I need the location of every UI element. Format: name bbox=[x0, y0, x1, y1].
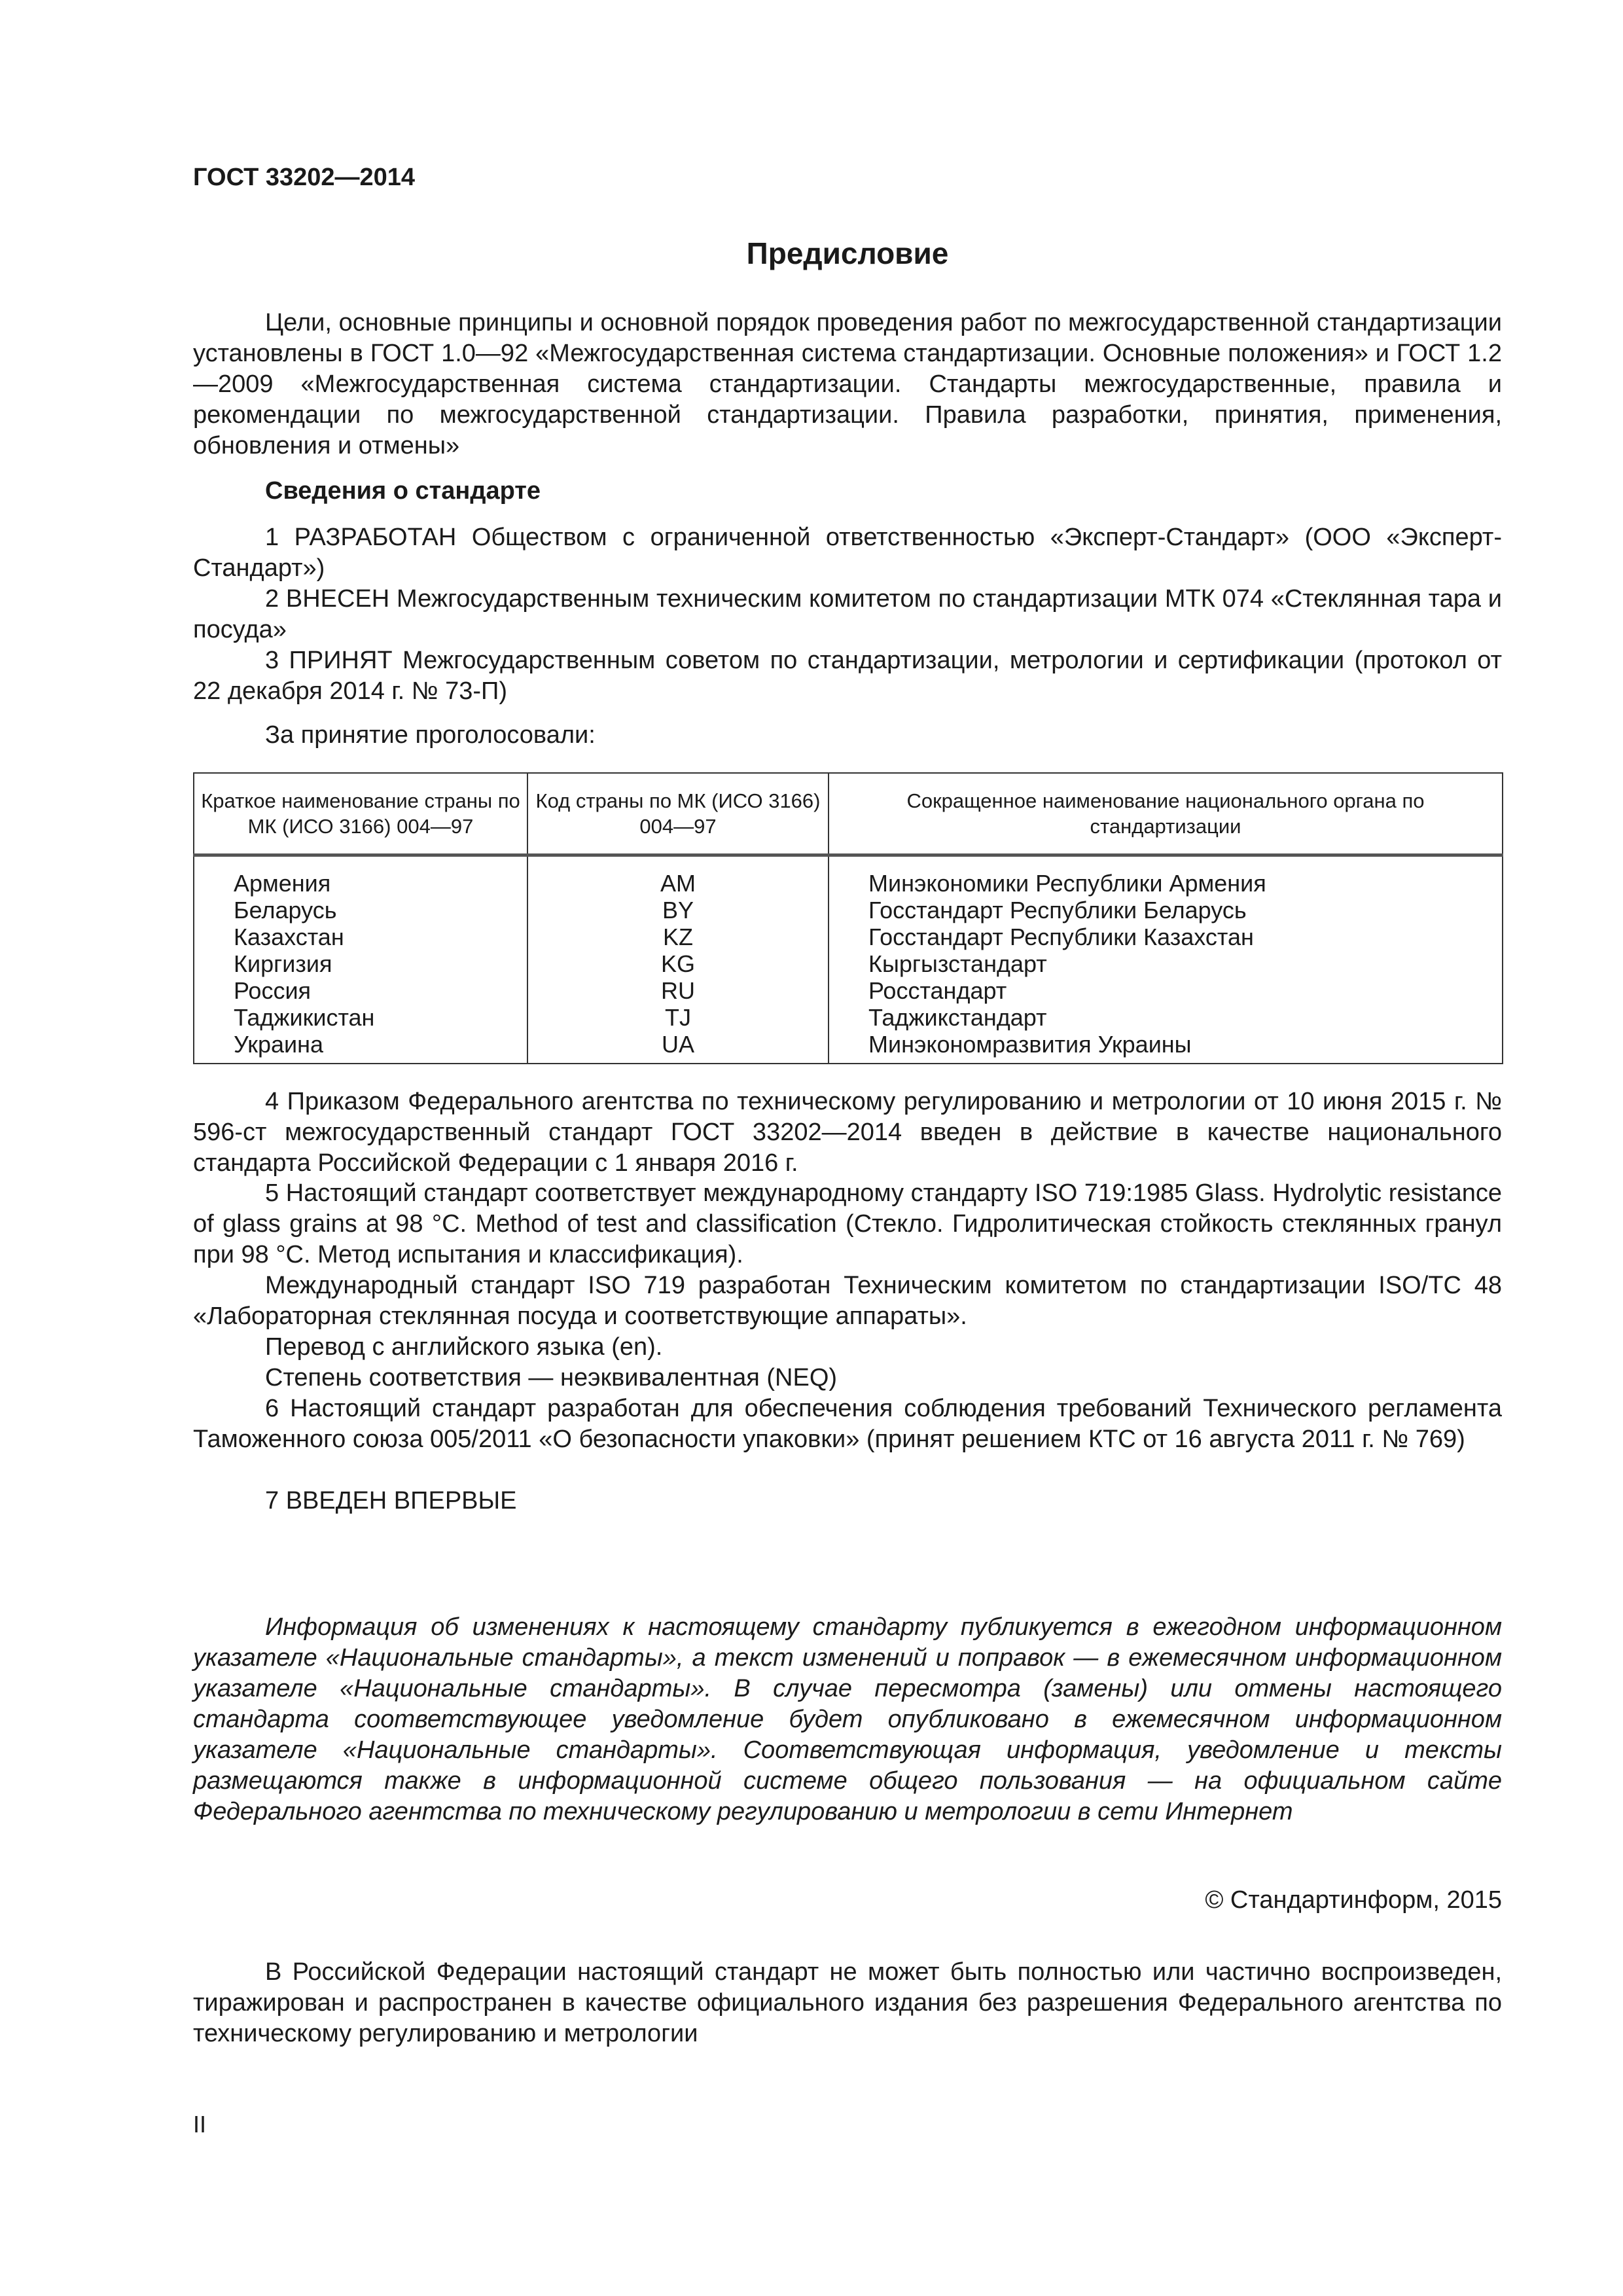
item-5: 5 Настоящий стандарт соответствует международному стандарту ISO 719:1985 Glass. Hydrolytic resistance of glass grains at 98 °C. Method of test and classification (Стекло. Гидролитическая стойкость стеклянных гранул при 98 °C. Метод испытания и классификация). bbox=[193, 1179, 1502, 1268]
item-2: 2 ВНЕСЕН Межгосударственным техническим комитетом по стандартизации МТК 074 «Стеклянная тара и посуда» bbox=[193, 585, 1502, 643]
cell-code: BY bbox=[527, 897, 829, 924]
cell-code: KZ bbox=[527, 924, 829, 950]
rights-notice: В Российской Федерации настоящий стандарт не может быть полностью или частично воспроизведен, тиражирован и распространен в качестве официального издания без разрешения Федерального агентства по техническому регулированию и метрологии bbox=[193, 1958, 1502, 2047]
cell-code: UA bbox=[527, 1031, 829, 1064]
vote-label: За принятие проголосовали: bbox=[265, 721, 596, 749]
cell-body: Кыргызстандарт bbox=[829, 950, 1503, 977]
header-body: Сокращенное наименование национального органа по стандартизации bbox=[829, 773, 1503, 855]
amendments-notice: Информация об изменениях к настоящему стандарту публикуется в ежегодном информационном указателе «Национальные стандарты», а текст изменений и поправок — в ежемесячном информационном указателе «Национальные стандарты». В случае пересмотра (замены) или отмены настоящего стандарта соответствующее уведомление будет опубликовано в ежемесячном информационном указателе «Национальные стандарты». Соответствующая информация, уведомление и тексты размещаются также в информационной системе общего пользования — на официальном сайте Федерального агентства по техническому регулированию и метрологии в сети Интернет bbox=[193, 1613, 1502, 1825]
item-4: 4 Приказом Федерального агентства по техническому регулированию и метрологии от 10 июня 2015 г. № 596-ст межгосударственный стандарт ГОСТ 33202—2014 введен в действие в качестве национального стандарта Российской Федерации с 1 января 2016 г. bbox=[193, 1088, 1502, 1177]
item-5-conformity: Степень соответствия — неэквивалентная (NEQ) bbox=[265, 1364, 838, 1391]
item-6: 6 Настоящий стандарт разработан для обеспечения соблюдения требований Технического регламента Таможенного союза 005/2011 «О безопасности упаковки» (принят решением КТС от 16 августа 2011 г. № 769) bbox=[193, 1395, 1502, 1453]
cell-country: Таджикистан bbox=[194, 1004, 527, 1031]
table-row bbox=[194, 1031, 1503, 1064]
table-header-row bbox=[194, 773, 1503, 855]
table-row bbox=[194, 924, 1503, 950]
cell-code: AM bbox=[527, 855, 829, 897]
cell-body: Госстандарт Республики Казахстан bbox=[829, 924, 1503, 950]
cell-body: Росстандарт bbox=[829, 977, 1503, 1004]
table-row bbox=[194, 855, 1503, 897]
cell-body: Госстандарт Республики Беларусь bbox=[829, 897, 1503, 924]
cell-country: Киргизия bbox=[194, 950, 527, 977]
cell-country: Украина bbox=[194, 1031, 527, 1064]
item-7: 7 ВВЕДЕН ВПЕРВЫЕ bbox=[265, 1487, 517, 1515]
cell-body: Таджикстандарт bbox=[829, 1004, 1503, 1031]
item-5-iso-info: Международный стандарт ISO 719 разработан Техническим комитетом по стандартизации ISO/TC 48 «Лабораторная стеклянная посуда и соответствующие аппараты». bbox=[193, 1272, 1502, 1330]
cell-code: RU bbox=[527, 977, 829, 1004]
item-3: 3 ПРИНЯТ Межгосударственным советом по стандартизации, метрологии и сертификации (протокол от 22 декабря 2014 г. № 73-П) bbox=[193, 647, 1502, 705]
copyright-line: © Стандартинформ, 2015 bbox=[1205, 1886, 1502, 1914]
cell-body: Минэкономики Республики Армения bbox=[829, 855, 1503, 897]
info-heading: Сведения о стандарте bbox=[265, 477, 541, 505]
cell-country: Армения bbox=[194, 855, 527, 897]
table-row bbox=[194, 897, 1503, 924]
table-row bbox=[194, 1004, 1503, 1031]
page-title: Предисловие bbox=[746, 236, 949, 270]
cell-country: Казахстан bbox=[194, 924, 527, 950]
cell-country: Россия bbox=[194, 977, 527, 1004]
header-code: Код страны по МК (ИСО 3166) 004—97 bbox=[527, 773, 829, 855]
cell-code: TJ bbox=[527, 1004, 829, 1031]
item-5-translation: Перевод с английского языка (en). bbox=[265, 1333, 663, 1361]
cell-country: Беларусь bbox=[194, 897, 527, 924]
cell-body: Минэкономразвития Украины bbox=[829, 1031, 1503, 1064]
cell-code: KG bbox=[527, 950, 829, 977]
document-code: ГОСТ 33202—2014 bbox=[193, 164, 416, 191]
item-1: 1 РАЗРАБОТАН Обществом с ограниченной ответственностью «Эксперт-Стандарт» (ООО «Эксперт-Стандарт») bbox=[193, 524, 1502, 582]
page-number: II bbox=[193, 2111, 207, 2138]
header-country: Краткое наименование страны по МК (ИСО 3166) 004—97 bbox=[194, 773, 527, 855]
intro-paragraph: Цели, основные принципы и основной порядок проведения работ по межгосударственной стандартизации установлены в ГОСТ 1.0—92 «Межгосударственная система стандартизации. Основные положения» и ГОСТ 1.2—2009 «Межгосударственная система стандартизации. Стандарты межгосударственные, правила и рекомендации по межгосударственной стандартизации. Правила разработки, принятия, применения, обновления и отмены» bbox=[193, 309, 1502, 459]
voting-table bbox=[193, 772, 1503, 1064]
table-row bbox=[194, 950, 1503, 977]
table-row bbox=[194, 977, 1503, 1004]
